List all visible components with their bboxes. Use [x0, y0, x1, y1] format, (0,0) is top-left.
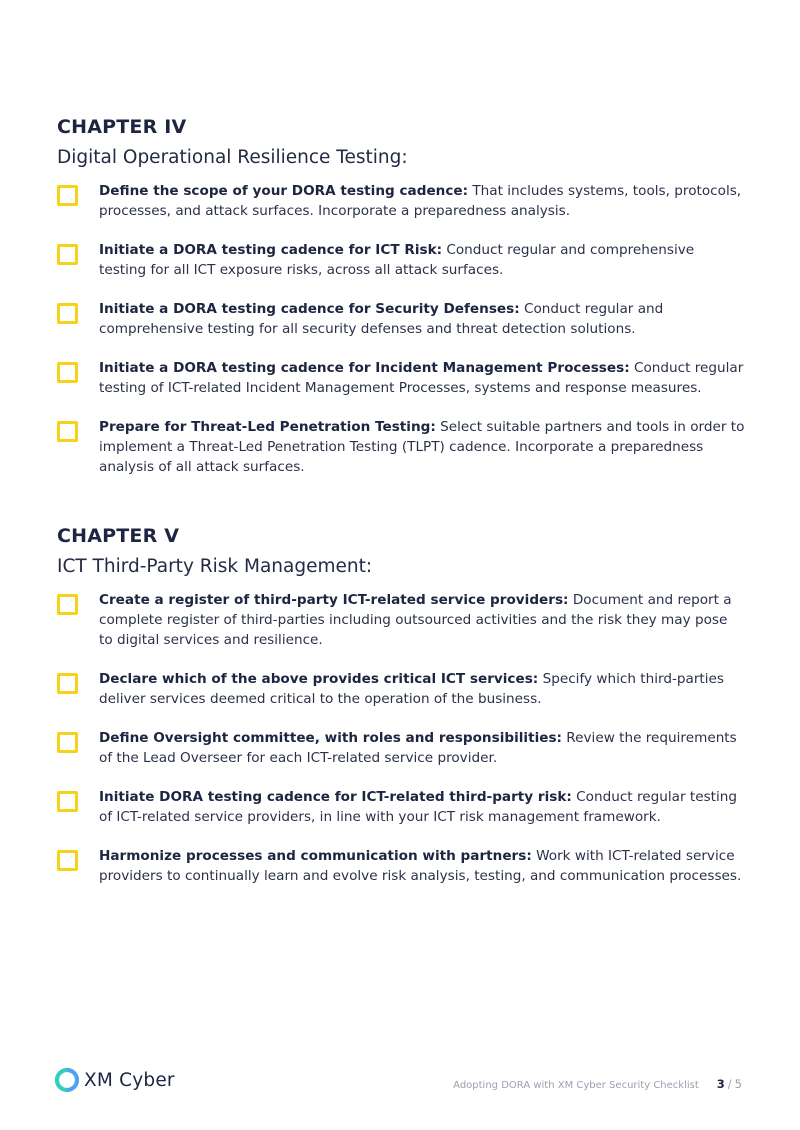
checklist-item — [57, 590, 757, 669]
chapter-subtitle: Digital Operational Resilience Testing: — [57, 147, 408, 168]
item-description: Select suitable partners and tools in order to implement a Threat-Led Penetration Testing (TLPT) cadence. Incorporate a preparedness analysis of all attack surfaces. — [99, 419, 745, 475]
item-description: That includes systems, tools, protocols, processes, and attack surfaces. Incorporate a preparedness analysis. — [99, 183, 742, 219]
checkbox-icon[interactable] — [57, 791, 78, 812]
checklist-item — [57, 787, 757, 846]
page-number-total: 5 — [734, 1077, 742, 1091]
chapter-iv — [57, 115, 757, 477]
checkbox-icon[interactable] — [57, 421, 78, 442]
item-description: Conduct regular testing of ICT-related Incident Management Processes, systems and response measures. — [99, 360, 744, 396]
item-title: Declare which of the above provides critical ICT services: — [99, 671, 539, 687]
item-title: Initiate a DORA testing cadence for Security Defenses: — [99, 301, 520, 317]
checkbox-icon[interactable] — [57, 594, 78, 615]
logo-text: XM Cyber — [84, 1069, 175, 1091]
item-title: Initiate DORA testing cadence for ICT-related third-party risk: — [99, 789, 572, 805]
chapter-heading: CHAPTER V — [57, 525, 180, 547]
page-number-current: 3 — [716, 1077, 725, 1091]
checkbox-icon[interactable] — [57, 185, 78, 206]
page-number-separator: / — [727, 1077, 732, 1091]
item-description: Conduct regular testing of ICT-related service providers, in line with your ICT risk management framework. — [99, 789, 737, 825]
item-title: Prepare for Threat-Led Penetration Testing: — [99, 419, 436, 435]
footer-meta — [453, 1077, 742, 1091]
checklist-item — [57, 240, 757, 299]
checkbox-icon[interactable] — [57, 244, 78, 265]
checkbox-icon[interactable] — [57, 362, 78, 383]
checkbox-icon[interactable] — [57, 850, 78, 871]
checklist-item — [57, 846, 757, 886]
item-description: Specify which third-parties deliver services deemed critical to the operation of the business. — [99, 671, 724, 707]
checklist — [57, 590, 757, 886]
item-description: Conduct regular and comprehensive testing for all ICT exposure risks, across all attack surfaces. — [99, 242, 695, 278]
item-description: Conduct regular and comprehensive testing for all security defenses and threat detection solutions. — [99, 301, 664, 337]
footer-logo — [55, 1068, 175, 1092]
item-title: Harmonize processes and communication with partners: — [99, 848, 532, 864]
chapter-v — [57, 524, 757, 886]
item-description: Review the requirements of the Lead Overseer for each ICT-related service provider. — [99, 730, 737, 766]
item-title: Define Oversight committee, with roles and responsibilities: — [99, 730, 562, 746]
chapter-heading: CHAPTER IV — [57, 116, 187, 138]
checkbox-icon[interactable] — [57, 673, 78, 694]
checkbox-icon[interactable] — [57, 303, 78, 324]
item-title: Initiate a DORA testing cadence for ICT Risk: — [99, 242, 443, 258]
checklist-item — [57, 669, 757, 728]
checklist-item — [57, 417, 757, 477]
checklist-item — [57, 728, 757, 787]
chapter-subtitle: ICT Third-Party Risk Management: — [57, 556, 373, 577]
item-title: Initiate a DORA testing cadence for Incident Management Processes: — [99, 360, 630, 376]
document-title: Adopting DORA with XM Cyber Security Checklist — [453, 1080, 699, 1091]
item-title: Create a register of third-party ICT-related service providers: — [99, 592, 569, 608]
checkbox-icon[interactable] — [57, 732, 78, 753]
checklist-item — [57, 358, 757, 417]
item-description: Work with ICT-related service providers to continually learn and evolve risk analysis, testing, and communication processes. — [99, 848, 742, 884]
item-title: Define the scope of your DORA testing cadence: — [99, 183, 469, 199]
xm-cyber-logo-icon — [55, 1068, 79, 1092]
checklist-item — [57, 299, 757, 358]
checklist — [57, 181, 757, 477]
checklist-item — [57, 181, 757, 240]
item-description: Document and report a complete register of third-parties including outsourced activities and the risk they may pose to digital services and resilience. — [99, 592, 732, 648]
